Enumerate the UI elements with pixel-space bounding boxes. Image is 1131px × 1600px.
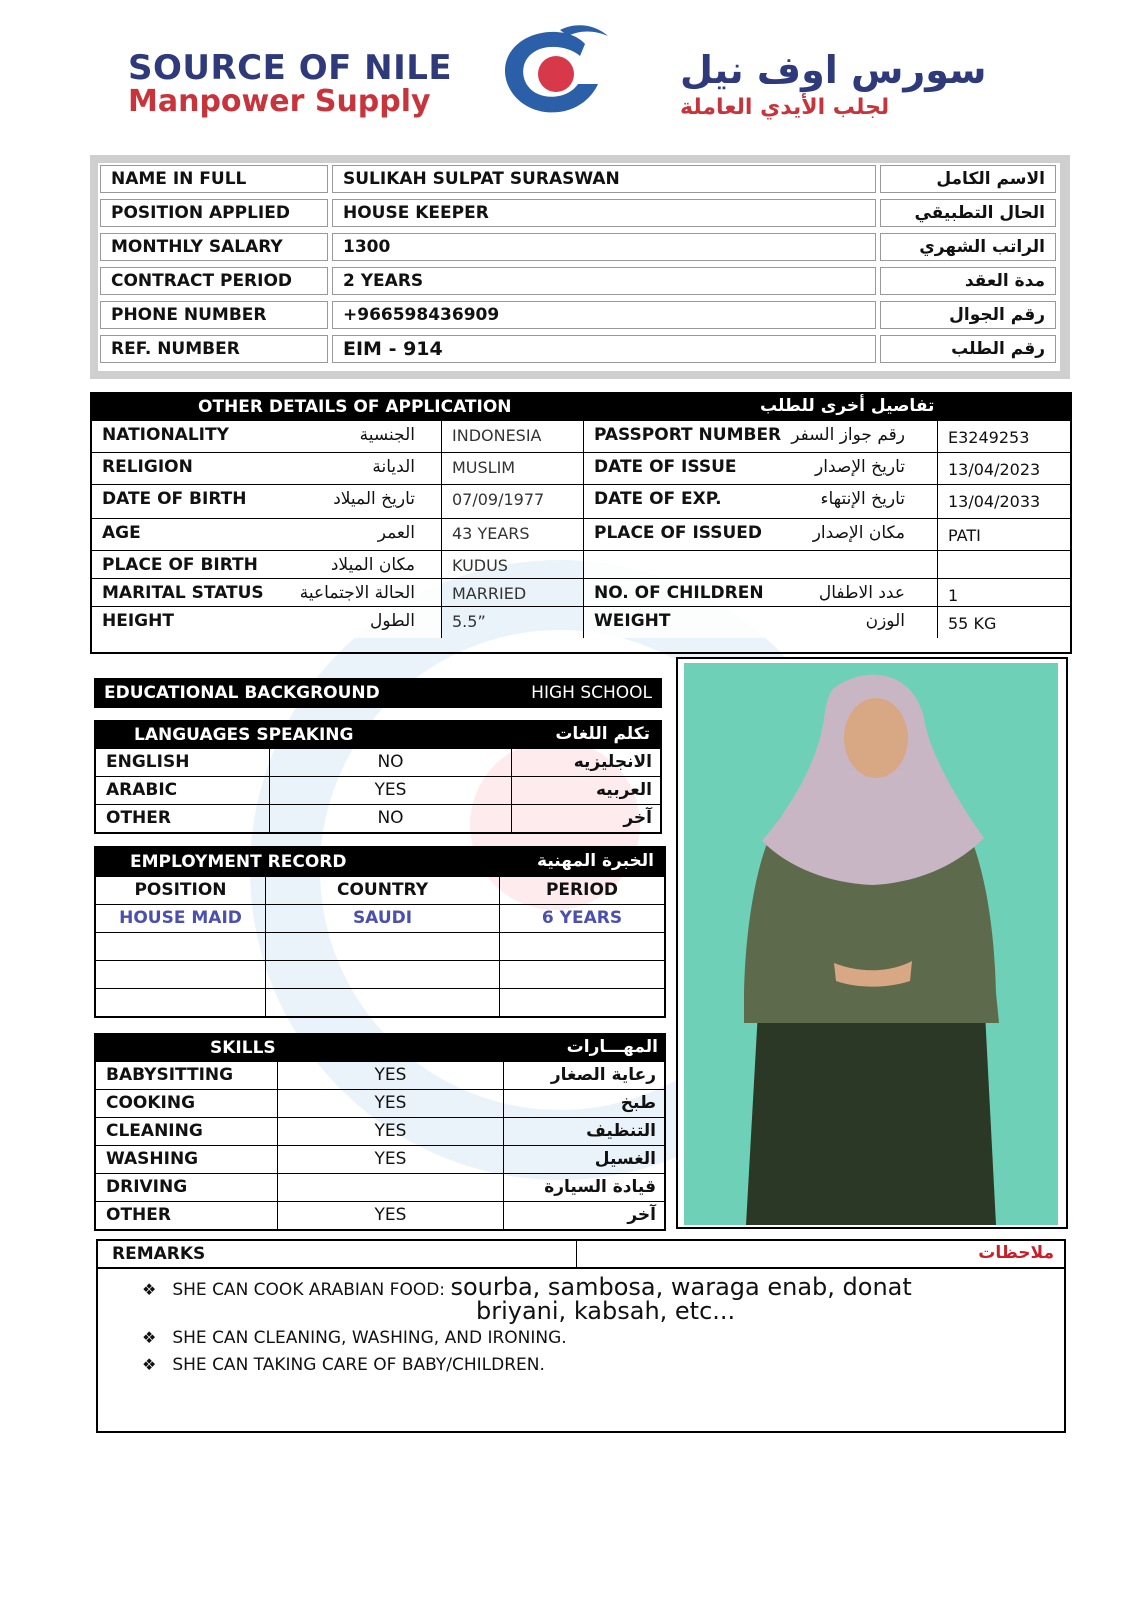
employment-row [96, 960, 664, 988]
employment-cell [500, 989, 664, 1016]
skill-row [96, 1173, 664, 1201]
detail-label: PASSPORT NUMBER [594, 425, 782, 445]
detail-label-ar: تاريخ الإصدار [815, 457, 905, 477]
language-value: NO [270, 805, 512, 832]
detail-value: 43 YEARS [442, 519, 584, 550]
detail-label-cell [584, 579, 938, 606]
skill-row [96, 1089, 664, 1117]
detail-label: MARITAL STATUS [102, 583, 264, 603]
other-details-title-ar: تفاصيل أخرى للطلب [760, 396, 935, 416]
other-details-header [92, 394, 1070, 420]
employment-cell [96, 961, 266, 988]
languages-title: LANGUAGES SPEAKING [134, 725, 354, 745]
info-value: 1300 [332, 233, 876, 261]
info-label: CONTRACT PERIOD [100, 267, 328, 295]
info-label-ar: رقم الطلب [880, 335, 1056, 363]
skill-label-ar: رعاية الصغار [550, 1065, 656, 1085]
remark-cleaning [142, 1328, 567, 1348]
applicant-info-table [90, 155, 1070, 379]
employment-column-header: POSITION [96, 877, 266, 904]
info-row-position [98, 197, 1060, 229]
detail-label-ar: الوزن [865, 611, 905, 631]
photo-background [684, 663, 1058, 1225]
skill-label: COOKING [96, 1090, 278, 1117]
employment-cell: SAUDI [266, 905, 500, 932]
detail-value: KUDUS [442, 551, 584, 578]
remark-childcare-text: SHE CAN TAKING CARE OF BABY/CHILDREN. [172, 1355, 545, 1375]
other-details-row [92, 578, 1070, 606]
skill-value: YES [278, 1090, 504, 1117]
detail-label-cell [92, 607, 442, 638]
applicant-photo [676, 657, 1068, 1229]
detail-label: PLACE OF BIRTH [102, 555, 258, 575]
other-details-row [92, 420, 1070, 452]
info-label: NAME IN FULL [100, 165, 328, 193]
detail-label: HEIGHT [102, 611, 174, 631]
other-details-row [92, 606, 1070, 638]
employment-cell [96, 933, 266, 960]
bullet-icon: ❖ [142, 1355, 157, 1374]
detail-label-ar: الديانة [372, 457, 415, 477]
detail-label-cell [92, 551, 442, 578]
employment-cell: 6 YEARS [541, 908, 623, 928]
detail-label-ar: تاريخ الإنتهاء [820, 489, 905, 509]
info-label-ar: مدة العقد [880, 267, 1056, 295]
detail-label-ar: عدد الاطفال [818, 583, 905, 603]
skills-title-ar: المهـــارات [566, 1037, 658, 1057]
detail-label-cell [584, 551, 938, 578]
detail-value: PATI [948, 526, 981, 545]
skill-row [96, 1117, 664, 1145]
detail-label-cell [92, 421, 442, 452]
info-value: EIM - 914 [332, 335, 876, 363]
detail-label-cell [92, 519, 442, 550]
skill-row [96, 1061, 664, 1089]
languages-header [96, 722, 660, 748]
remarks-header [98, 1241, 1064, 1269]
other-details-table [90, 392, 1072, 654]
skill-label: WASHING [96, 1146, 278, 1173]
remarks-box [96, 1239, 1066, 1433]
bullet-icon: ❖ [142, 1328, 157, 1347]
info-value: SULIKAH SULPAT SURASWAN [332, 165, 876, 193]
brand-name-ar: سورس اوف نيل [680, 48, 987, 92]
skill-row [96, 1201, 664, 1229]
employment-row [96, 932, 664, 960]
detail-label-ar: الجنسية [359, 425, 415, 445]
company-logo [490, 22, 620, 122]
language-row [96, 804, 660, 832]
info-value: 2 YEARS [332, 267, 876, 295]
employment-cell: HOUSE MAID [96, 905, 266, 932]
detail-label-ar: العمر [377, 523, 415, 543]
language-label: OTHER [96, 805, 270, 832]
language-label: ARABIC [96, 777, 270, 804]
detail-label: DATE OF EXP. [594, 489, 722, 509]
detail-value: 55 KG [948, 614, 997, 633]
remark-childcare [142, 1355, 545, 1375]
skill-value: YES [278, 1146, 504, 1173]
skill-row [96, 1145, 664, 1173]
detail-value: 1 [948, 586, 959, 605]
info-label-ar: الحال التطبيقي [880, 199, 1056, 227]
detail-label-cell [584, 421, 938, 452]
employment-cell [500, 933, 664, 960]
detail-value: INDONESIA [442, 421, 584, 452]
detail-value: 07/09/1977 [442, 485, 584, 518]
skill-label-ar: قيادة السيارة [544, 1177, 656, 1197]
info-row-ref [98, 333, 1060, 365]
other-details-row [92, 452, 1070, 484]
employment-cell [266, 933, 500, 960]
employment-cell [500, 961, 664, 988]
detail-label-ar: الحالة الاجتماعية [299, 583, 415, 603]
languages-table [94, 720, 662, 834]
skill-value: YES [278, 1062, 504, 1089]
detail-label-cell [584, 453, 938, 484]
detail-value: E3249253 [948, 428, 1030, 447]
detail-label: DATE OF ISSUE [594, 457, 737, 477]
skill-label: OTHER [96, 1202, 278, 1229]
employment-cell [96, 989, 266, 1016]
info-label-ar: الاسم الكامل [880, 165, 1056, 193]
skill-label-ar: التنظيف [586, 1121, 656, 1141]
other-details-row [92, 550, 1070, 578]
detail-label-cell [92, 453, 442, 484]
remarks-title: REMARKS [112, 1244, 206, 1264]
detail-label: NATIONALITY [102, 425, 229, 445]
language-label-ar: آخر [623, 808, 652, 828]
detail-value: 13/04/2033 [948, 492, 1041, 511]
employment-row [96, 988, 664, 1016]
employment-column-header: PERIOD [545, 880, 619, 900]
employment-table [94, 846, 666, 1018]
employment-column-header: COUNTRY [266, 877, 500, 904]
detail-label-ar: مكان الميلاد [330, 555, 415, 575]
detail-value: 13/04/2023 [948, 460, 1041, 479]
detail-label-cell [584, 485, 938, 518]
education-label: EDUCATIONAL BACKGROUND [104, 683, 380, 703]
employment-title: EMPLOYMENT RECORD [130, 852, 347, 872]
skills-table [94, 1033, 666, 1231]
info-label: PHONE NUMBER [100, 301, 328, 329]
skill-label-ar: الغسيل [594, 1149, 656, 1169]
other-details-row [92, 518, 1070, 550]
languages-title-ar: تكلم اللغات [555, 724, 650, 744]
remark-cooking-prefix: SHE CAN COOK ARABIAN FOOD: [172, 1280, 446, 1300]
skill-label: BABYSITTING [96, 1062, 278, 1089]
language-row [96, 748, 660, 776]
detail-label: RELIGION [102, 457, 193, 477]
detail-label: WEIGHT [594, 611, 671, 631]
applicant-figure [684, 663, 1058, 1225]
info-label-ar: رقم الجوال [880, 301, 1056, 329]
detail-label: DATE OF BIRTH [102, 489, 247, 509]
detail-value: MARRIED [442, 579, 584, 606]
detail-label-cell [584, 607, 938, 638]
other-details-row [92, 484, 1070, 518]
detail-label: NO. OF CHILDREN [594, 583, 764, 603]
employment-cell [266, 961, 500, 988]
info-value: HOUSE KEEPER [332, 199, 876, 227]
remark-cooking-items-cont: briyani, kabsah, etc... [476, 1297, 736, 1325]
skill-label: DRIVING [96, 1174, 278, 1201]
skill-label-ar: آخر [627, 1205, 656, 1225]
skills-title: SKILLS [210, 1038, 276, 1058]
skill-value: YES [278, 1202, 504, 1229]
detail-value: 5.5” [442, 607, 584, 638]
skill-label: CLEANING [96, 1118, 278, 1145]
education-value: HIGH SCHOOL [531, 683, 652, 703]
info-row-contract [98, 265, 1060, 297]
detail-label-ar: الطول [370, 611, 415, 631]
info-row-salary [98, 231, 1060, 263]
employment-cell [266, 989, 500, 1016]
info-label: REF. NUMBER [100, 335, 328, 363]
skill-label-ar: طبخ [620, 1093, 656, 1113]
detail-value: MUSLIM [442, 453, 584, 484]
remark-cooking-items: sourba, sambosa, waraga enab, donat [450, 1273, 912, 1301]
bullet-icon: ❖ [142, 1280, 157, 1299]
brand-name-en: SOURCE OF NILE [128, 48, 453, 88]
detail-label: AGE [102, 523, 141, 543]
education-row [94, 678, 662, 708]
info-row-phone [98, 299, 1060, 331]
info-label: MONTHLY SALARY [100, 233, 328, 261]
skill-value: YES [278, 1118, 504, 1145]
detail-label-cell [92, 579, 442, 606]
employment-row [96, 904, 664, 932]
brand-tagline-ar: لجلب الأيدي العاملة [680, 95, 890, 120]
employment-header [96, 848, 664, 876]
remarks-divider [576, 1241, 577, 1267]
detail-label-ar: مكان الإصدار [812, 523, 905, 543]
detail-label-ar: رقم جواز السفر [791, 425, 905, 445]
brand-tagline-en: Manpower Supply [128, 84, 431, 119]
remarks-title-ar: ملاحظات [978, 1243, 1054, 1263]
language-value: YES [270, 777, 512, 804]
employment-columns [96, 876, 664, 904]
remark-cleaning-text: SHE CAN CLEANING, WASHING, AND IRONING. [172, 1328, 567, 1348]
detail-label: PLACE OF ISSUED [594, 523, 763, 543]
other-details-title: OTHER DETAILS OF APPLICATION [198, 397, 512, 417]
skill-value [278, 1174, 504, 1201]
detail-label-cell [92, 485, 442, 518]
language-label-ar: العربيه [595, 780, 652, 800]
info-label: POSITION APPLIED [100, 199, 328, 227]
employment-title-ar: الخبرة المهنية [537, 851, 654, 871]
skills-header [96, 1035, 664, 1061]
info-row-name [98, 163, 1060, 195]
language-row [96, 776, 660, 804]
detail-label-cell [584, 519, 938, 550]
detail-label-ar: تاريخ الميلاد [333, 489, 415, 509]
language-label: ENGLISH [96, 749, 270, 776]
info-value: +966598436909 [332, 301, 876, 329]
info-label-ar: الراتب الشهري [880, 233, 1056, 261]
detail-value [938, 551, 1070, 578]
language-value: NO [270, 749, 512, 776]
language-label-ar: الانجليزيه [573, 752, 652, 772]
